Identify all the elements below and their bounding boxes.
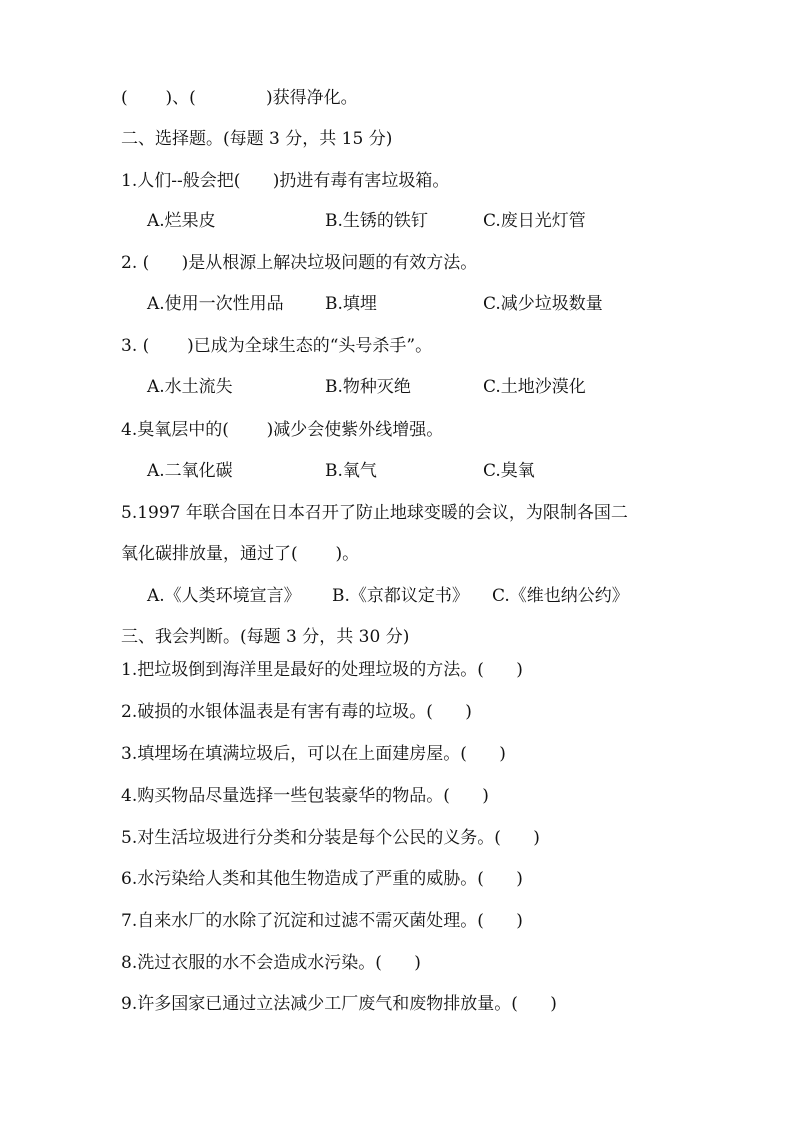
option-a: A.使用一次性用品 bbox=[147, 294, 284, 314]
option-a: A.烂果皮 bbox=[147, 211, 216, 231]
option-b: B.《京都议定书》 bbox=[332, 586, 469, 606]
option-c: C.土地沙漠化 bbox=[483, 377, 586, 397]
section-heading-choice: 二、选择题。(每题 3 分，共 15 分) bbox=[121, 129, 393, 149]
option-c: C.臭氧 bbox=[483, 461, 535, 481]
option-a: A.二氧化碳 bbox=[147, 461, 233, 481]
section-heading-judgement: 三、我会判断。(每题 3 分，共 30 分) bbox=[121, 627, 410, 647]
option-a: A.《人类环境宣言》 bbox=[147, 586, 301, 606]
question-stem: 4.臭氧层中的( )减少会使紫外线增强。 bbox=[121, 420, 444, 440]
judgement-item: 8.洗过衣服的水不会造成水污染。( ) bbox=[121, 953, 421, 973]
option-b: B.物种灭绝 bbox=[325, 377, 411, 397]
option-b: B.氧气 bbox=[325, 461, 377, 481]
option-a: A.水土流失 bbox=[147, 377, 233, 397]
judgement-item: 1.把垃圾倒到海洋里是最好的处理垃圾的方法。( ) bbox=[121, 660, 523, 680]
question-stem: 5.1997 年联合国在日本召开了防止地球变暖的会议，为限制各国二 bbox=[121, 503, 628, 523]
judgement-item: 7.自来水厂的水除了沉淀和过滤不需灭菌处理。( ) bbox=[121, 911, 523, 931]
judgement-item: 5.对生活垃圾进行分类和分装是每个公民的义务。( ) bbox=[121, 828, 540, 848]
judgement-item: 3.填埋场在填满垃圾后，可以在上面建房屋。( ) bbox=[121, 744, 506, 764]
question-stem: 3. ( )已成为全球生态的“头号杀手”。 bbox=[121, 336, 433, 356]
option-c: C.减少垃圾数量 bbox=[483, 294, 603, 314]
question-stem: 1.人们--般会把( )扔进有毒有害垃圾箱。 bbox=[121, 171, 450, 191]
judgement-item: 6.水污染给人类和其他生物造成了严重的威胁。( ) bbox=[121, 869, 523, 889]
option-b: B.填埋 bbox=[325, 294, 377, 314]
option-c: C.《维也纳公约》 bbox=[492, 586, 629, 606]
carry-over-line: ( )、( )获得净化。 bbox=[121, 88, 358, 108]
judgement-item: 4.购买物品尽量选择一些包装豪华的物品。( ) bbox=[121, 786, 489, 806]
judgement-item: 9.许多国家已通过立法减少工厂废气和废物排放量。( ) bbox=[121, 994, 557, 1014]
question-stem-continued: 氧化碳排放量，通过了( )。 bbox=[121, 544, 360, 564]
question-stem: 2. ( )是从根源上解决垃圾问题的有效方法。 bbox=[121, 253, 478, 273]
option-c: C.废日光灯管 bbox=[483, 211, 586, 231]
judgement-item: 2.破损的水银体温表是有害有毒的垃圾。( ) bbox=[121, 702, 472, 722]
option-b: B.生锈的铁钉 bbox=[325, 211, 428, 231]
